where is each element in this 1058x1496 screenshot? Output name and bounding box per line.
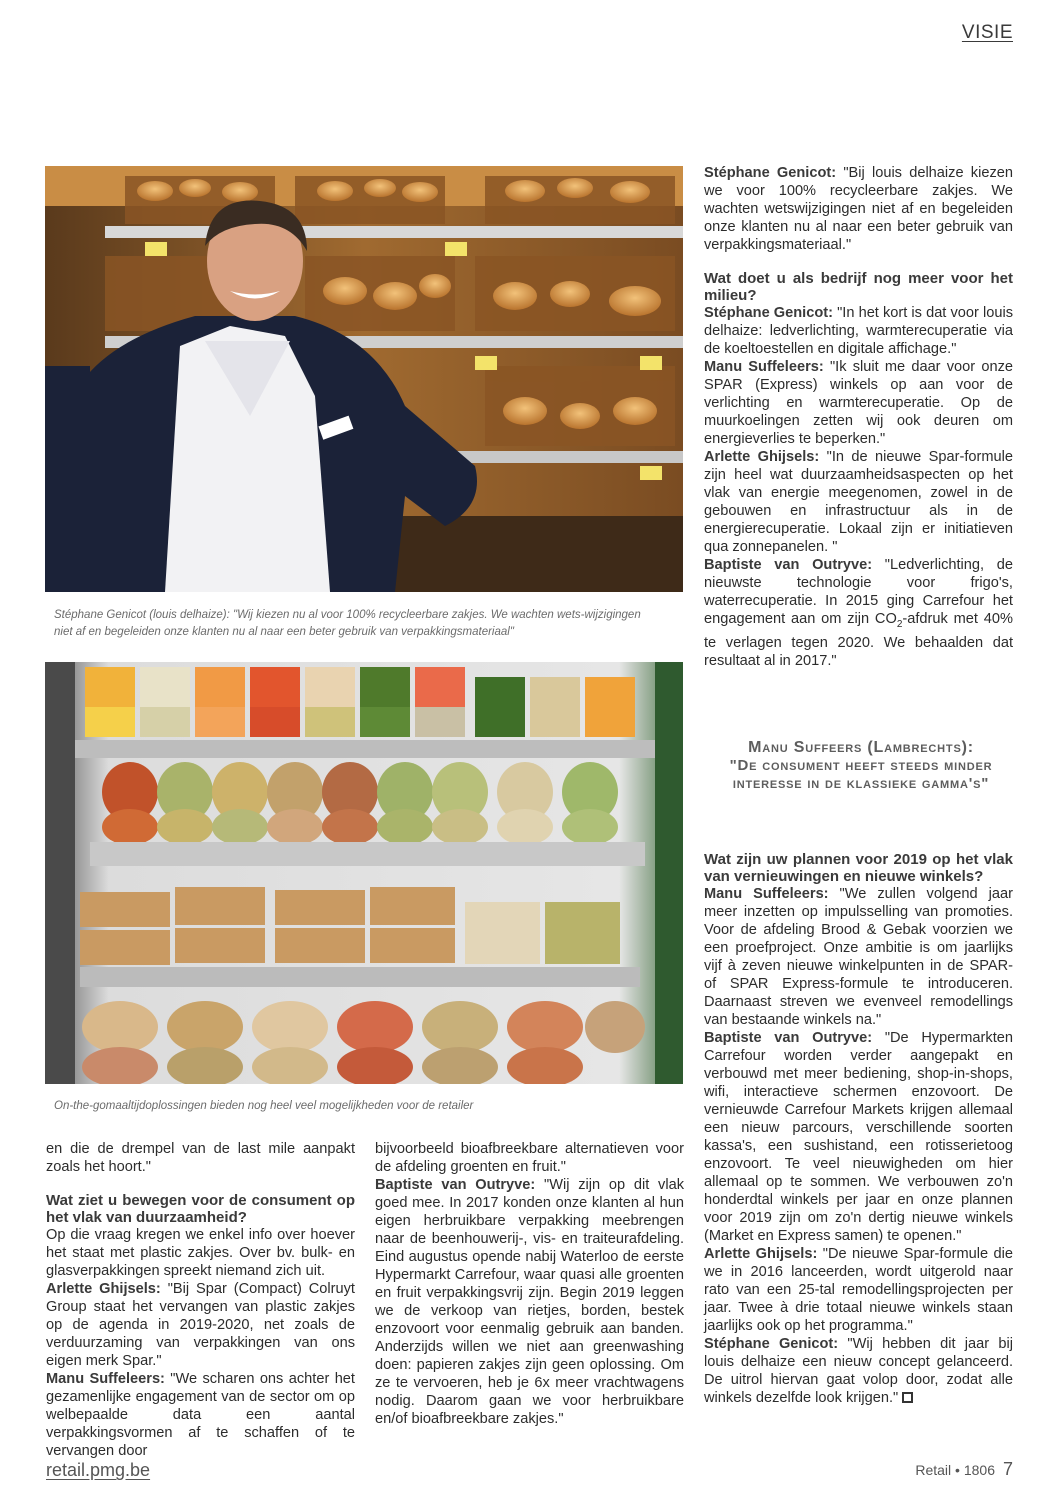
paragraph xyxy=(704,556,1013,670)
paragraph xyxy=(704,164,1013,254)
paragraph xyxy=(704,1029,1013,1245)
middle-column xyxy=(375,1140,684,1428)
speaker-name: Stéphane Genicot: xyxy=(704,165,837,181)
interview-question: Wat doet u als bedrijf nog meer voor het milieu? xyxy=(704,270,1013,304)
page-number: 7 xyxy=(1002,1459,1013,1479)
quote-text: "Ledverlichting, de nieuwste technologie voor frigo's, waterrecuperatie. In 2015 ging Carrefour het engagement aan om zijn CO xyxy=(704,557,1013,627)
quote-text: "Bij Spar (Compact) Colruyt Group staat het vervangen van plastic zakjes op de agenda in 2019-2020, net zoals de verduurzaming van verpakkingen van ons eigen merk Spar." xyxy=(46,1281,355,1369)
speaker-name: Baptiste van Outryve: xyxy=(375,1177,536,1193)
pull-quote xyxy=(706,739,1016,793)
speaker-name: Manu Suffeleers: xyxy=(704,359,824,375)
paragraph xyxy=(704,1245,1013,1335)
paragraph xyxy=(46,1280,355,1370)
pull-quote-name: Manu Suffeers (Lambrechts): xyxy=(748,739,974,756)
quote-text: "Ik sluit me daar voor onze SPAR (Express) winkels op aan voor de verlichting en warmterecuperatie. Op de muurkoelingen zetten wij ook deuren om energieverlies te beperken." xyxy=(704,359,1013,447)
page-footer xyxy=(915,1459,1013,1480)
paragraph xyxy=(704,358,1013,448)
paragraph xyxy=(375,1176,684,1428)
left-column xyxy=(46,1140,355,1460)
paragraph xyxy=(704,304,1013,358)
paragraph xyxy=(704,885,1013,1029)
paragraph: Op die vraag kregen we enkel info over hoever het staat met plastic zakjes. Over bv. bulk- en glasverpakkingen spreekt niemand zich uit. xyxy=(46,1227,355,1279)
speaker-name: Stéphane Genicot: xyxy=(704,1336,839,1352)
section-label: VISIE xyxy=(961,22,1013,43)
speaker-name: Baptiste van Outryve: xyxy=(704,557,873,573)
interview-question: Wat zijn uw plannen voor 2019 op het vlak van vernieuwingen en nieuwe winkels? xyxy=(704,851,1013,885)
quote-text: "In de nieuwe Spar-formule zijn heel wat duurzaamheidsaspecten op het vlak van energie meegenomen, zowel in de gebouwen en infrastructuur als in de energierecuperatie. Lokaal zijn er initiatieven qua zonnepanelen. " xyxy=(704,449,1014,555)
speaker-name: Manu Suffeleers: xyxy=(704,886,829,902)
right-column-bottom xyxy=(704,851,1013,1407)
paragraph xyxy=(704,448,1013,556)
paragraph xyxy=(46,1370,355,1460)
portrait-caption: Stéphane Genicot (louis delhaize): "Wij kiezen nu al voor 100% recycleerbare zakjes. We wachten wets-wijzigingen niet af en begeleiden onze klanten nu al naar een beter gebruik van verpakkingsmateriaal" xyxy=(54,609,641,638)
fridge-caption: On-the-gomaaltijdoplossingen bieden nog heel veel mogelijkheden voor de retailer xyxy=(54,1100,474,1112)
subscript: 2 xyxy=(896,618,903,630)
quote-text: -afdruk met 40% te verlagen tegen 2020. We behaalden dat resultaat al in 2017." xyxy=(704,611,1013,669)
portrait-photo xyxy=(45,166,683,592)
interview-question: Wat ziet u bewegen voor de consument op het vlak van duurzaamheid? xyxy=(46,1192,355,1226)
speaker-name: Arlette Ghijsels: xyxy=(704,449,820,465)
quote-text: "Bij louis delhaize kiezen we voor 100% recycleerbare zakjes. We wachten wetswijzigingen niet af en begeleiden onze klanten nu al naar een beter gebruik van verpakkingsmateriaal." xyxy=(704,165,1013,253)
quote-text: "We scharen ons achter het gezamenlijke engagement van de sector om op welbepaalde data een aantal verpakkingsvormen af te schaffen of te vervangen door xyxy=(46,1371,355,1459)
quote-text: "In het kort is dat voor louis delhaize: ledverlichting, warmterecuperatie via de koeltoestellen en digitale affichage." xyxy=(704,305,1013,357)
speaker-name: Arlette Ghijsels: xyxy=(46,1281,161,1297)
speaker-name: Manu Suffeleers: xyxy=(46,1371,165,1387)
fridge-photo xyxy=(45,662,683,1084)
pull-quote-text: "De consument heeft steeds minder interesse in de klassieke gamma's" xyxy=(729,757,993,792)
speaker-name: Stéphane Genicot: xyxy=(704,305,833,321)
quote-text: "De nieuwe Spar-formule die we in 2016 lanceerden, wordt uitgerold naar rato van een 25-tal remodellingsprojecten per jaar. Twee à drie totaal nieuwe winkels staan jaarlijks ook op het programma." xyxy=(704,1246,1013,1334)
magazine-issue: Retail • 1806 xyxy=(915,1462,995,1478)
quote-text: "Wij hebben dit jaar bij louis delhaize een nieuw concept gelanceerd. De uitrol hiervan gaat volop door, zodat alle winkels dezelfde look krijgen." xyxy=(704,1336,1013,1406)
bakery-portrait-photo-icon xyxy=(45,166,683,592)
paragraph xyxy=(704,1335,1013,1407)
website-link[interactable]: retail.pmg.be xyxy=(46,1460,151,1480)
refrigerated-salads-photo-icon xyxy=(45,662,683,1084)
quote-text: "We zullen volgend jaar meer inzetten op impulsselling van promoties. Voor de afdeling Brood & Gebak voorzien we een proefproject. Onze ambitie is om jaarlijks vijf à zeven nieuwe winkelpunten in de SPAR- of SPAR Express-formule te introduceren. Daarnaast streven we evenveel remodellings van bestaande winkels na." xyxy=(704,886,1013,1028)
paragraph: en die de drempel van de last mile aanpakt zoals het hoort." xyxy=(46,1141,355,1175)
end-mark-icon xyxy=(902,1392,913,1403)
speaker-name: Arlette Ghijsels: xyxy=(704,1246,818,1262)
paragraph: bijvoorbeeld bioafbreekbare alternatieven voor de afdeling groenten en fruit." xyxy=(375,1141,684,1175)
quote-text: "Wij zijn op dit vlak goed mee. In 2017 konden onze klanten al hun eigen herbruikbare verpakking meebrengen naar de beenhouwerij-, vis- en traiteurafdeling. Eind augustus opende nabij Waterloo de eerste Hypermarkt Carrefour, waar quasi alle groenten en fruit verpakkingsvrij zijn. Begin 2019 leggen we de verkoop van rietjes, borden, bestek enzovoort voor eenmalig gebruik aan banden. Anderzijds willen we niet aan greenwashing doen: papieren zakjes zijn geen oplossing. Om ze te vervoeren, heb je 6x meer vrachtwagens nodig. Daarom gaan we voor herbruikbare en/of bioafbreekbare zakjes." xyxy=(375,1177,684,1427)
speaker-name: Baptiste van Outryve: xyxy=(704,1030,873,1046)
right-column-top xyxy=(704,164,1013,670)
quote-text: "De Hypermarkten Carrefour worden verder aangepakt en verbouwd met meer bediening, shop-in-shops, wifi, interactieve schermen enzovoort. De vernieuwde Carrefour Markets krijgen allemaal een nieuw parcours, verschillende soorten kassa's, een sushistand, een rotisserietoog enzovoort. Te veel nieuwigheden om hier allemaal op te sommen. We verbouwen zo'n honderdtal winkels per jaar en onze plannen voor 2019 zijn om zo'n dertig nieuwe winkels (Market en Express samen) te openen." xyxy=(704,1030,1013,1244)
